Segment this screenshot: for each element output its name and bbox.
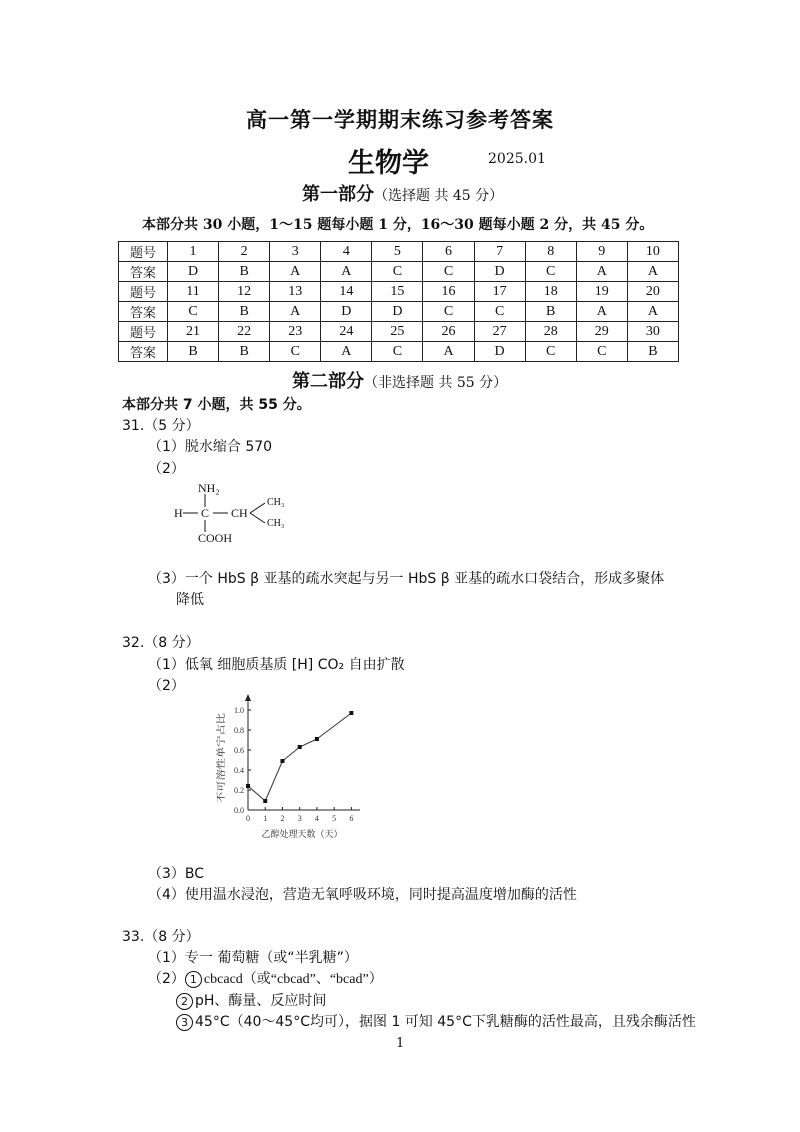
- table-row-question: [119, 322, 679, 342]
- answer-cell: C: [423, 262, 474, 282]
- ethanol-tannin-chart: [210, 688, 370, 843]
- answer-cell: A: [576, 262, 627, 282]
- answer-cell: B: [219, 302, 270, 322]
- question-number-cell: 17: [474, 282, 525, 302]
- question-number-cell: 13: [270, 282, 321, 302]
- q32-answer-2-label: （2）: [148, 678, 185, 694]
- table-row-question: [119, 242, 679, 262]
- answer-cell: D: [372, 302, 423, 322]
- q31-answer-1: （1）脱水缩合 570: [148, 439, 273, 455]
- question-number-cell: 10: [627, 242, 678, 262]
- circled-number-3: 3: [176, 1014, 193, 1031]
- q33-answer-1: （1）专一 葡萄糖（或“半乳糖”）: [148, 950, 358, 966]
- x-tick-label: 4: [314, 814, 319, 823]
- row-header-answer: 答案: [119, 262, 168, 282]
- chart-ticks: [234, 706, 353, 823]
- question-number-cell: 2: [219, 242, 270, 262]
- question-number-cell: 1: [168, 242, 219, 262]
- answer-table: [118, 241, 679, 362]
- answer-cell: A: [576, 302, 627, 322]
- document-title: 高一第一学期期末练习参考答案: [246, 107, 554, 132]
- formula-ch3-bottom: CH₃: [267, 518, 285, 529]
- answer-cell: D: [168, 262, 219, 282]
- question-number-cell: 11: [168, 282, 219, 302]
- question-number-cell: 22: [219, 322, 270, 342]
- question-number-cell: 15: [372, 282, 423, 302]
- q33-answer-2-1-text: cbcacd（或“cbcad”、“bcad”）: [203, 972, 383, 987]
- formula-c: C: [201, 506, 210, 520]
- question-number-cell: 26: [423, 322, 474, 342]
- row-header-answer: 答案: [119, 302, 168, 322]
- question-number-cell: 5: [372, 242, 423, 262]
- data-point: [315, 737, 319, 741]
- answer-cell: A: [321, 342, 372, 362]
- x-tick-label: 5: [332, 814, 337, 823]
- question-number-cell: 6: [423, 242, 474, 262]
- q32-answer-4: （4）使用温水浸泡，营造无氧呼吸环境，同时提高温度增加酶的活性: [148, 887, 577, 903]
- chart-axes: [245, 694, 360, 810]
- table-row-answer: [119, 302, 679, 322]
- answer-cell: A: [270, 262, 321, 282]
- question-number-cell: 28: [525, 322, 576, 342]
- x-tick-label: 0: [246, 814, 250, 823]
- question-number-cell: 12: [219, 282, 270, 302]
- answer-cell: D: [321, 302, 372, 322]
- answer-cell: B: [168, 342, 219, 362]
- answer-cell: A: [627, 302, 678, 322]
- part1-note: （选择题 共 45 分）: [374, 188, 504, 204]
- row-header-question: 题号: [119, 322, 168, 342]
- question-number-cell: 25: [372, 322, 423, 342]
- formula-nh2: NH₂: [198, 481, 220, 495]
- question-number-cell: 20: [627, 282, 678, 302]
- y-tick-label: 0.4: [234, 766, 244, 775]
- chart-ylabel: 不可溶性单宁占比: [217, 730, 227, 803]
- q33-answer-2-prefix: （2）: [148, 971, 185, 987]
- formula-cooh: COOH: [198, 531, 233, 545]
- x-tick-label: 6: [349, 814, 354, 823]
- question-number-cell: 21: [168, 322, 219, 342]
- table-row-question: [119, 282, 679, 302]
- answer-cell: B: [219, 262, 270, 282]
- part2-note: （非选择题 共 55 分）: [364, 375, 508, 391]
- answer-cell: C: [372, 262, 423, 282]
- q32-number: 32.（8 分）: [122, 635, 200, 651]
- data-point: [349, 711, 353, 715]
- q33-answer-2-2-text: pH、酶量、反应时间: [195, 993, 327, 1009]
- answer-cell: A: [321, 262, 372, 282]
- chart-xlabel: 乙醇处理天数（天）: [261, 830, 343, 840]
- answer-cell: B: [525, 302, 576, 322]
- question-number-cell: 4: [321, 242, 372, 262]
- answer-cell: D: [474, 262, 525, 282]
- formula-ch: CH: [231, 506, 248, 520]
- part2-intro: 本部分共 7 小题，共 55 分。: [122, 397, 311, 413]
- data-point: [280, 759, 284, 763]
- y-tick-label: 1.0: [234, 706, 244, 715]
- answer-cell: D: [474, 342, 525, 362]
- answer-cell: C: [525, 342, 576, 362]
- q33-answer-2-2: [176, 990, 326, 1010]
- q33-answer-2-1: [148, 968, 383, 988]
- question-number-cell: 18: [525, 282, 576, 302]
- row-header-question: 题号: [119, 242, 168, 262]
- answer-cell: C: [576, 342, 627, 362]
- part1-heading: [302, 180, 503, 206]
- question-number-cell: 30: [627, 322, 678, 342]
- question-number-cell: 16: [423, 282, 474, 302]
- x-tick-label: 1: [263, 814, 268, 823]
- q31-answer-2-label: （2）: [148, 461, 185, 477]
- x-tick-label: 3: [297, 814, 302, 823]
- answer-cell: C: [423, 302, 474, 322]
- q32-answer-3: （3）BC: [148, 866, 205, 882]
- q33-number: 33.（8 分）: [122, 929, 200, 945]
- part1-intro: 本部分共 30 小题，1～15 题每小题 1 分，16～30 题每小题 2 分，共 45 分。: [142, 217, 654, 233]
- q33-answer-2-3: [176, 1011, 696, 1031]
- circled-number-2: 2: [176, 993, 193, 1010]
- part1-heading-text: 第一部分: [302, 184, 374, 205]
- table-row-answer: [119, 342, 679, 362]
- question-number-cell: 27: [474, 322, 525, 342]
- table-row-answer: [119, 262, 679, 282]
- part2-heading-text: 第二部分: [292, 371, 364, 392]
- row-header-question: 题号: [119, 282, 168, 302]
- y-tick-label: 0.8: [234, 726, 244, 735]
- question-number-cell: 3: [270, 242, 321, 262]
- page-number: 1: [396, 1036, 405, 1051]
- circled-number-1: 1: [185, 971, 202, 988]
- y-tick-label: 0.2: [234, 786, 244, 795]
- answer-cell: A: [627, 262, 678, 282]
- question-number-cell: 7: [474, 242, 525, 262]
- q31-number: 31.（5 分）: [122, 418, 200, 434]
- answer-cell: C: [372, 342, 423, 362]
- question-number-cell: 29: [576, 322, 627, 342]
- y-tick-label: 0.6: [234, 746, 244, 755]
- x-tick-label: 2: [280, 814, 285, 823]
- q31-answer-3-line1: （3）一个 HbS β 亚基的疏水突起与另一 HbS β 亚基的疏水口袋结合，形成多聚体: [148, 571, 665, 587]
- answer-cell: C: [168, 302, 219, 322]
- data-point: [298, 745, 302, 749]
- data-point: [263, 799, 267, 803]
- answer-cell: A: [270, 302, 321, 322]
- question-number-cell: 24: [321, 322, 372, 342]
- y-axis-arrow: [245, 694, 251, 701]
- answer-cell: C: [270, 342, 321, 362]
- q32-answer-1: （1）低氧 细胞质基质 [H] CO₂ 自由扩散: [148, 657, 405, 673]
- question-number-cell: 8: [525, 242, 576, 262]
- question-number-cell: 19: [576, 282, 627, 302]
- q31-answer-3-line2: 降低: [176, 592, 204, 608]
- formula-bonds: [170, 480, 280, 540]
- data-point: [246, 784, 250, 788]
- answer-cell: C: [525, 262, 576, 282]
- series-line: [248, 713, 351, 801]
- exam-date: 2025.01: [488, 151, 546, 167]
- question-number-cell: 9: [576, 242, 627, 262]
- subject-title: 生物学: [348, 148, 429, 179]
- answer-cell: C: [474, 302, 525, 322]
- question-number-cell: 23: [270, 322, 321, 342]
- q33-answer-2-3-text: 45°C（40～45°C均可），据图 1 可知 45°C下乳糖酶的活性最高，且残余酶活性: [195, 1014, 696, 1030]
- answer-cell: A: [423, 342, 474, 362]
- row-header-answer: 答案: [119, 342, 168, 362]
- question-number-cell: 14: [321, 282, 372, 302]
- answer-cell: B: [627, 342, 678, 362]
- formula-h: H: [174, 506, 183, 520]
- formula-ch3-top: CH₃: [267, 497, 285, 508]
- part2-heading: [292, 367, 507, 393]
- chart-series: [246, 711, 353, 803]
- answer-cell: B: [219, 342, 270, 362]
- y-tick-label: 0.0: [234, 806, 244, 815]
